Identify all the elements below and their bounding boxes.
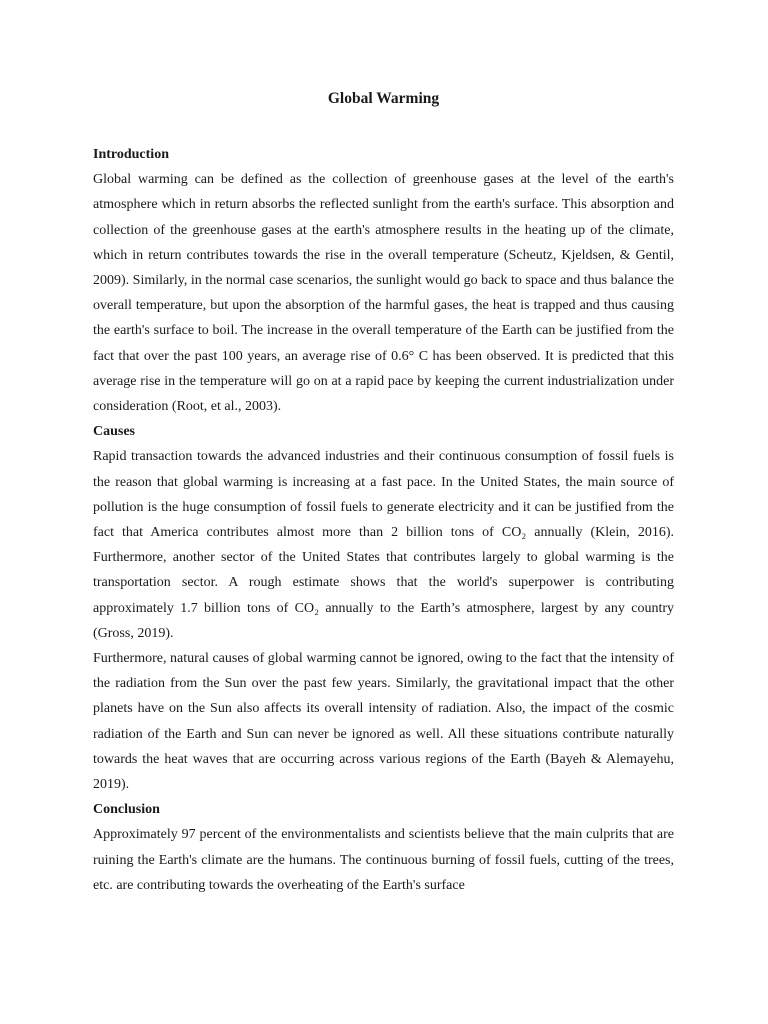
heading-introduction: Introduction <box>93 147 169 162</box>
paragraph-introduction: Global warming can be defined as the collection of greenhouse gases at the level of the earth's atmosphere which in return absorbs the reflected sunlight from the earth's surface. This absorption and collection of the greenhouse gases at the earth's atmosphere results in the heating up of the climate, which in return contributes towards the rise in the overall temperature (Scheutz, Kjeldsen, & Gentil, 2009). Similarly, in the normal case scenarios, the sunlight would go back to space and thus balance the overall temperature, but upon the absorption of the harmful gases, the heat is trapped and thus causing the earth's surface to boil. The increase in the overall temperature of the Earth can be justified from the fact that over the past 100 years, an average rise of 0.6° C has been observed. It is predicted that this average rise in the temperature will go on at a rapid pace by keeping the current industrialization under consideration (Root, et al., 2003). <box>93 172 674 415</box>
paragraph-causes-1: Rapid transaction towards the advanced industries and their continuous consumption of fossil fuels is the reason that global warming is increasing at a fast pace. In the United States, the main source of pollution is the huge consumption of fossil fuels to generate electricity and it can be justified from the fact that America contributes almost more than 2 billion tons of CO₂ annually (Klein, 2016). Furthermore, another sector of the United States that contributes largely to global warming is the transportation sector. A rough estimate shows that the world's superpower is contributing approximately 1.7 billion tons of CO₂ annually to the Earth’s atmosphere, largest by any country (Gross, 2019). <box>93 449 674 641</box>
document-body <box>93 86 674 898</box>
heading-conclusion: Conclusion <box>93 802 160 818</box>
paragraph-conclusion: Approximately 97 percent of the environmentalists and scientists believe that the main culprits that are ruining the Earth's climate are the humans. The continuous burning of fossil fuels, cutting of the trees, etc. are contributing towards the overheating of the Earth's surface <box>93 827 674 893</box>
document-title: Global Warming <box>327 90 440 107</box>
heading-causes: Causes <box>93 424 136 440</box>
paragraph-causes-2: Furthermore, natural causes of global warming cannot be ignored, owing to the fact that the intensity of the radiation from the Sun over the past few years. Similarly, the gravitational impact that the other planets have on the Sun also affects its overall intensity of radiation. Also, the impact of the cosmic radiation of the Earth and Sun can never be ignored as well. All these situations contribute naturally towards the heat waves that are occurring across various regions of the Earth (Bayeh & Alemayehu, 2019). <box>93 651 674 793</box>
